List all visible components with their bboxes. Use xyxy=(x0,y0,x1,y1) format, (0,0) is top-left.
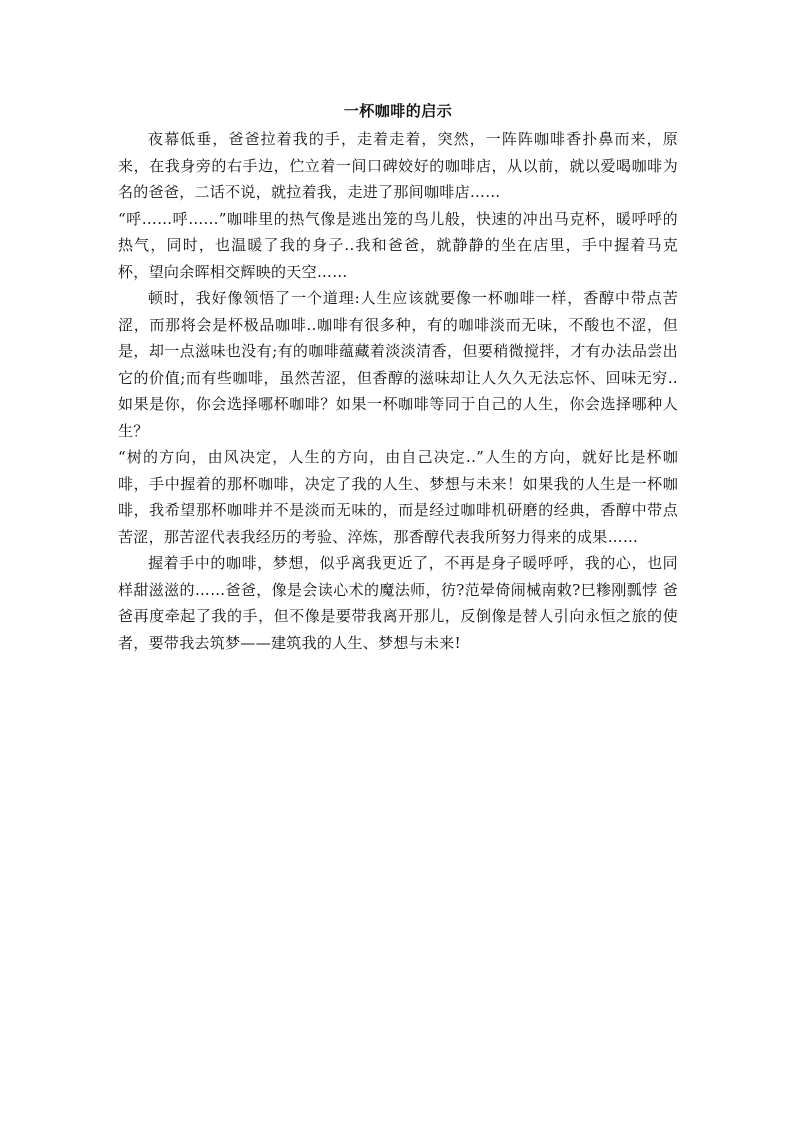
paragraph-3: 顿时，我好像领悟了一个道理:人生应该就要像一杯咖啡一样，香醇中带点苦涩，而那将会是杯极品咖啡..咖啡有很多种，有的咖啡淡而无味，不酸也不涩，但是，却一点滋味也没有;有的咖啡蕴藏着淡淡清香，但要稍微搅拌，才有办法品尝出它的价值;而有些咖啡，虽然苦涩，但香醇的滋味却让人久久无法忘怀、回味无穷..如果是你，你会选择哪杯咖啡？如果一杯咖啡等同于自己的人生，你会选择哪种人生？ xyxy=(118,289,678,440)
document-page xyxy=(118,98,678,656)
paragraph-2: “呼……呼……”咖啡里的热气像是逃出笼的鸟儿般，快速的冲出马克杯，暖呼呼的热气，同时，也温暖了我的身子..我和爸爸，就静静的坐在店里，手中握着马克杯，望向余晖相交辉映的天空…… xyxy=(118,209,678,281)
document-title: 一杯咖啡的启示 xyxy=(343,102,453,120)
paragraph-4: “树的方向，由风决定，人生的方向，由自己决定..”人生的方向，就好比是杯咖啡，手中握着的那杯咖啡，决定了我的人生、梦想与未来！如果我的人生是一杯咖啡，我希望那杯咖啡并不是淡而无味的，而是经过咖啡机研磨的经典，香醇中带点苦涩，那苦涩代表我经历的考验、淬炼，那香醇代表我所努力得来的成果…… xyxy=(118,448,678,546)
paragraph-1: 夜幕低垂，爸爸拉着我的手，走着走着，突然，一阵阵咖啡香扑鼻而来，原来，在我身旁的右手边，伫立着一间口碑姣好的咖啡店，从以前，就以爱喝咖啡为名的爸爸，二话不说，就拉着我，走进了那间咖啡店…… xyxy=(118,130,678,201)
paragraph-5: 握着手中的咖啡，梦想，似乎离我更近了，不再是身子暖呼呼，我的心，也同样甜滋滋的……爸爸，像是会读心术的魔法师，彷?范晕倚闹械南敕?巳糁刚瓢悖 爸爸再度牵起了我的手，但不像是要带我离开那儿，反倒像是替人引向永恒之旅的使者，要带我去筑梦——建筑我的人生、梦想与未来! xyxy=(118,554,678,652)
